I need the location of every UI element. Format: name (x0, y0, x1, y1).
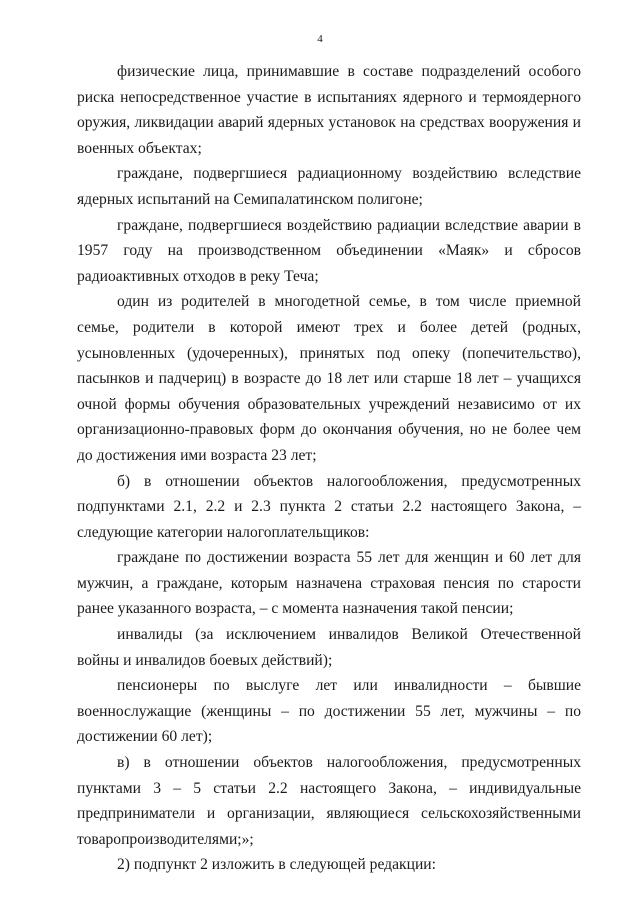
paragraph-semipalatinsk: граждане, подвергшиеся радиационному воздействию вследствие ядерных испытаний на Семипалатинском полигоне; (77, 165, 581, 208)
page-number: 4 (317, 33, 323, 45)
paragraph-pensioners: пенсионеры по выслуге лет или инвалидности – бывшие военнослужащие (женщины – по достижении 55 лет, мужчины – по достижении 60 лет); (77, 677, 581, 746)
paragraph-large-family-parent: один из родителей в многодетной семье, в том числе приемной семье, родители в которой имеют трех и более детей (родных, усыновленных (удочеренных), принятых под опеку (попечительство), пасынков и падчериц) в возрасте до 18 лет или старше 18 лет – учащихся очной формы обучения образовательных учреждений независимо от их организационно-правовых форм до окончания обучения, но не более чем до достижения ими возраста 23 лет; (77, 293, 581, 464)
paragraph-special-risk-units: физические лица, принимавшие в составе подразделений особого риска непосредственное участие в испытаниях ядерного и термоядерного оружия, ликвидации аварий ядерных установок на средствах вооружения и военных объектах; (77, 63, 581, 157)
paragraph-item-v: в) в отношении объектов налогообложения, предусмотренных пунктами 3 – 5 статьи 2.2 настоящего Закона, – индивидуальные предприниматели и организации, являющиеся сельскохозяйственными товаропроизводителями;»; (77, 754, 581, 848)
paragraph-retirement-age: граждане по достижении возраста 55 лет для женщин и 60 лет для мужчин, а граждане, которым назначена страховая пенсия по старости ранее указанного возраста, – с момента назначения такой пенсии; (77, 549, 581, 618)
paragraph-subitem-2: 2) подпункт 2 изложить в следующей редакции: (117, 856, 436, 874)
paragraph-item-b: б) в отношении объектов налогообложения, предусмотренных подпунктами 2.1, 2.2 и 2.3 пункта 2 статьи 2.2 настоящего Закона, – следующие категории налогоплательщиков: (77, 472, 581, 541)
document-body (77, 59, 581, 878)
paragraph-mayak-accident: граждане, подвергшиеся воздействию радиации вследствие аварии в 1957 году на производственном объединении «Маяк» и сбросов радиоактивных отходов в реку Теча; (77, 216, 581, 285)
paragraph-disabled: инвалиды (за исключением инвалидов Великой Отечественной войны и инвалидов боевых действий); (77, 626, 581, 669)
